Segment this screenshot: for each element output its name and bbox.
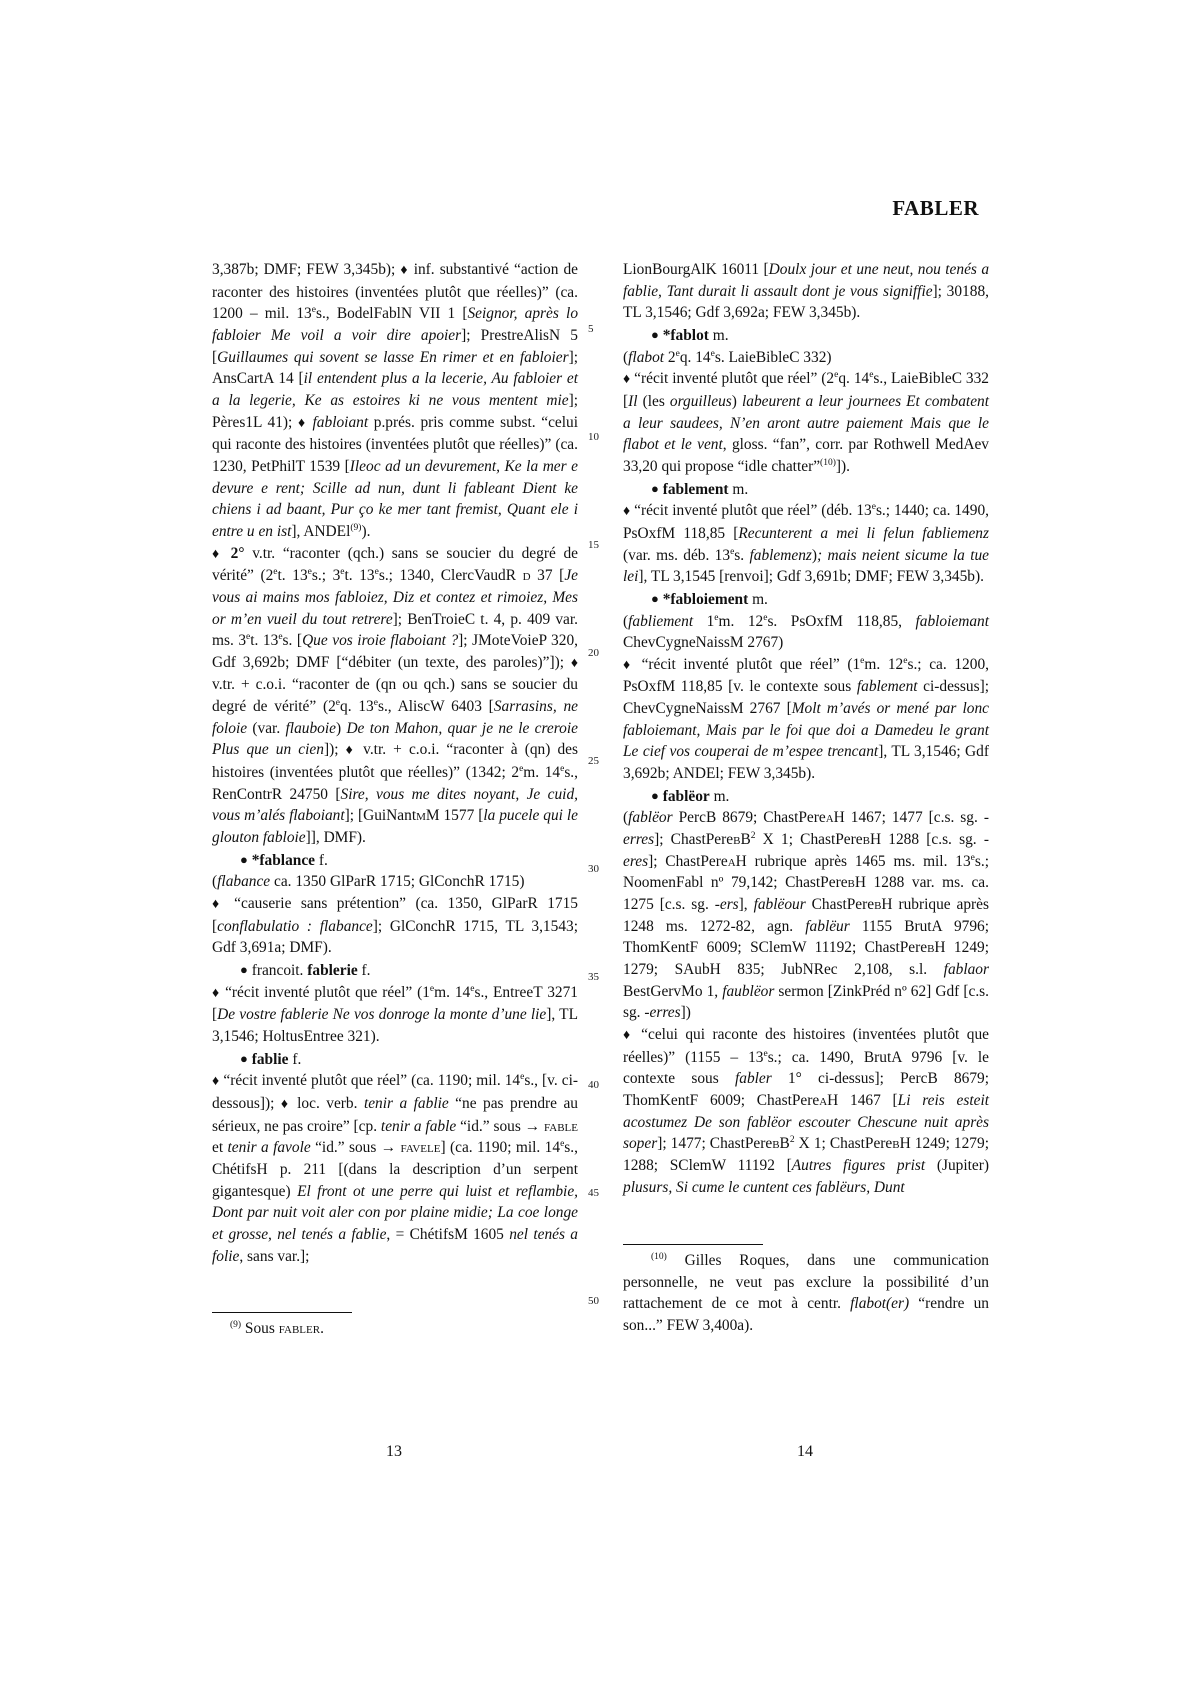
entry-forms: (flabance ca. 1350 GlParR 1715; GlConchR 1715) [212, 873, 525, 891]
page-number-left: 13 [386, 1443, 402, 1460]
line-number: 15 [588, 539, 599, 551]
entry-headword: ● *fablot m. [651, 326, 729, 344]
line-number: 10 [588, 431, 599, 443]
line-number: 35 [588, 971, 599, 983]
right-column [623, 259, 989, 1198]
line-number: 30 [588, 863, 599, 875]
footnote-rule [212, 1312, 352, 1313]
entry-forms: (fabliement 1em. 12es. PsOxfM 118,85, fabloiemant ChevCygneNaissM 2767) [623, 612, 990, 652]
line-number: 20 [588, 647, 599, 659]
line-number: 25 [588, 755, 599, 767]
line-number: 45 [588, 1187, 599, 1199]
entry-paragraph: LionBourgAlK 16011 [Doulx jour et une neut, nou tenés a fablie, Tant durait li assault dont je vous signiffie]; 30188, TL 3,1546; Gdf 3,692a; FEW 3,345b). [623, 261, 990, 322]
entry-paragraph: ♦ “récit inventé plutôt que réel” (ca. 1190; mil. 14es., [v. ci-dessous]); ♦ loc. verb. tenir a fablie “ne pas prendre au sérieux, ne pas croire” [cp. tenir a fable “id.” sous → fable et tenir a favole “id.” sous → favele] (ca. 1190; mil. 14es., ChétifsH p. 211 [(dans la description d’un serpent gigantesque) El front ot une perre qui luist et reflambie, Dont par nuit voit aler con por plaine midie; La coe longe et grosse, nel tenés a fablie, = ChétifsM 1605 nel tenés a folie, sans var.]; [212, 1072, 579, 1265]
entry-forms: (flabot 2eq. 14es. LaieBibleC 332) [623, 348, 832, 366]
entry-paragraph: 3,387b; DMF; FEW 3,345b); ♦ inf. substantivé “action de raconter des histoires (inventées plutôt que réelles)” (ca. 1200 – mil. 13es., BodelFablN VII 1 [Seignor, après lo fabloier Me voil a voir dire apoier]; PrestreAlisN 5 [Guillaumes qui sovent se lasse En rimer et en fabloier]; AnsCartA 14 [il entendent plus a la lecerie, Au fabloier et a la legerie, Ke as estoires ki ne vous mentent mie]; Pères1L 41); ♦ fabloiant p.prés. pris comme subst. “celui qui raconte des histoires (inventées plutôt que réelles)” (ca. 1230, PetPhilT 1539 [Ileoc ad un devurement, Ke la mer e devure e rent; Scille ad nun, dunt li fableant Dient ke chiens i ad baant, Pur ço ke mer tant fremist, Quant ele i entre u en ist], ANDEl$^{(9)}$). [212, 261, 579, 540]
entry-headword: ● francoit. fablerie f. [240, 962, 371, 979]
entry-forms: (fablëor PercB 8679; ChastPereaH 1467; 1477 [c.s. sg. -erres]; ChastPerebB$^2$ X 1; ChastPerebH 1288 [c.s. sg. -eres]; ChastPereaH rubrique après 1465 ms. mil. 13es.; NoomenFabl nº 79,142; ChastPerebH 1288 var. ms. ca. 1275 [c.s. sg. -ers], fablëour ChastPerebH rubrique après 1248 ms. 1272-82, agn. fablëur 1155 BrutA 9796; ThomKentF 6009; SClemW 11192; ChastPerebH 1249; 1279; SAubH 835; JubNRec 2,108, s.l. fablaor BestGervMo 1, faublëor sermon [ZinkPréd nº 62] Gdf [c.s. sg. -erres]) [623, 809, 990, 1022]
entry-paragraph: ♦ “causerie sans prétention” (ca. 1350, GlParR 1715 [conflabulatio : flabance]; GlConchR 1715, TL 3,1543; Gdf 3,691a; DMF). [212, 895, 578, 957]
entry-paragraph: ♦ “récit inventé plutôt que réel” (1em. 14es., EntreeT 3271 [De vostre fablerie Ne vos donroge la monte d’une lie], TL 3,1546; HoltusEntree 321). [212, 983, 578, 1045]
entry-paragraph: ♦ “récit inventé plutôt que réel” (1em. 12es.; ca. 1200, PsOxfM 118,85 [v. le contexte sous fablement ci-dessus]; ChevCygneNaissM 2767 [Molt m’avés or mené par lonc fabloiemant, Mais par le foi que doi a Damedeu le grant Le cief vos couperai de m’espee trencant], TL 3,1546; Gdf 3,692b; ANDEl; FEW 3,345b). [623, 655, 989, 783]
entry-headword: ● *fablance f. [240, 851, 328, 869]
entry-paragraph: ♦ 2° v.tr. “raconter (qch.) sans se soucier du degré de vérité” (2et. 13es.; 3et. 13es.; 1340, ClercVaudR d 37 [Je vous ai mains mos fabloiez, Diz et contez et rimoiez, Mes or m’en vueil du tout retrere]; BenTroieC t. 4, p. 409 var. ms. 3et. 13es. [Que vos iroie flaboiant ?]; JMoteVoieP 320, Gdf 3,692b; DMF [“débiter (un texte, des paroles)”]); ♦ v.tr. + c.o.i. “raconter de (qn ou qch.) sans se soucier du degré de vérité” (2eq. 13es., AliscW 6403 [Sarrasins, ne foloie (var. flauboie) De ton Mahon, quar je ne le creroie Plus que un cien]); ♦ v.tr. + c.o.i. “raconter à (qn) des histoires (inventées plutôt que réelles)” (1342; 2em. 14es., RenContrR 24750 [Sire, vous me dites noyant, Je cuid, vous m’alés flaboiant]; [GuiNantmM 1577 [la pucele qui le glouton fabloie]], DMF). [212, 544, 578, 847]
page-number-right: 14 [797, 1443, 813, 1460]
entry-headword: ● fablement m. [651, 480, 749, 498]
left-column [212, 259, 578, 1267]
footnote-10: $^{(10)}$ Gilles Roques, dans une communication personnelle, ne veut pas exclure la possibilité d’un rattachement de ce mot à centr. flabot(er) “rendre un son...” FEW 3,400a). [623, 1251, 989, 1334]
page-title: FABLER [892, 196, 979, 220]
footnote-9: $^{(9)}$ Sous fabler. [230, 1319, 324, 1337]
footnote-rule [623, 1244, 763, 1245]
entry-paragraph: ♦ “récit inventé plutôt que réel” (déb. 13es.; 1440; ca. 1490, PsOxfM 118,85 [Recunterent a mei li felun fabliemenz (var. ms. déb. 13es. fablemenz); mais neient sicume la tue lei], TL 3,1545 [renvoi]; Gdf 3,691b; DMF; FEW 3,345b). [623, 502, 990, 586]
entry-headword: ● *fabloiement m. [651, 590, 768, 608]
entry-headword: ● fablie f. [240, 1050, 302, 1068]
line-number: 40 [588, 1079, 599, 1091]
entry-headword: ● fablëor m. [651, 787, 730, 805]
entry-paragraph: ♦ “récit inventé plutôt que réel” (2eq. 14es., LaieBibleC 332 [Il (les orguilleus) labeurent a leur journees Et combatent a leur saudees, N’en aront autre paiement Mais que le flabot et le vent, gloss. “fan”, corr. par Rothwell MedAev 33,20 qui propose “idle chatter”$^{(10)}$]). [623, 370, 990, 475]
line-number: 50 [588, 1295, 599, 1307]
entry-paragraph: ♦ “celui qui raconte des histoires (inventées plutôt que réelles)” (1155 – 13es.; ca. 1490, BrutA 9796 [v. le contexte sous fabler 1° ci-dessus]; PercB 8679; ThomKentF 6009; ChastPereaH 1467 [Li reis esteit acostumez De son fablëor escouter Chescune nuit après soper]; 1477; ChastPerebB$^2$ X 1; ChastPerebH 1249; 1279; 1288; SClemW 11192 [Autres figures prist (Jupiter) plusurs, Si cume le cuntent ces fablëurs, Dunt [623, 1025, 989, 1196]
line-number: 5 [588, 323, 594, 335]
